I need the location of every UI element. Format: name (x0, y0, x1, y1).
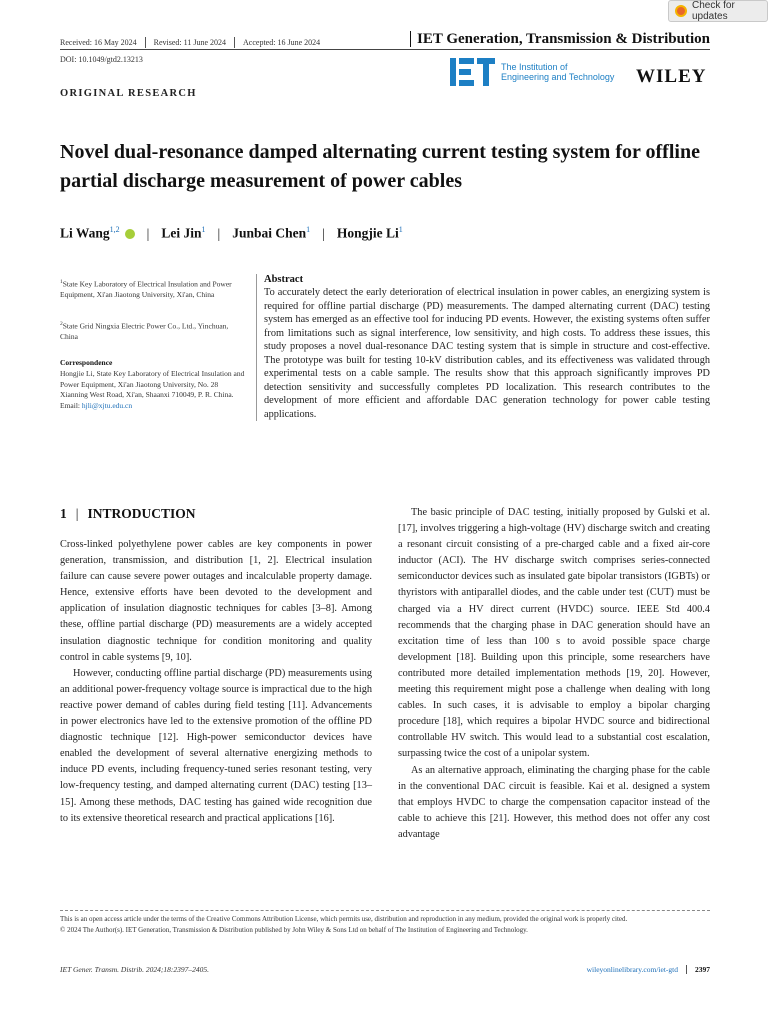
affiliation-2-number: 2 (60, 321, 63, 327)
license-text: This is an open access article under the terms of the Creative Commons Attribution License, which permits use, distribution and reproduction in any medium, provided the original work is properly cited. (60, 915, 628, 923)
affiliation-1-number: 1 (60, 279, 63, 285)
article-title: Novel dual-resonance damped alternating current testing system for offline partial discharge measurement of power cables (60, 141, 700, 192)
iet-institution-name (501, 62, 614, 82)
header-bar (60, 31, 710, 50)
author-separator: | (322, 225, 325, 241)
correspondence-email-line (60, 401, 245, 412)
wiley-logo[interactable]: WILEY (636, 66, 707, 87)
paragraph: However, conducting offline partial discharge (PD) measurements using an additional power-frequency voltage source is impractical due to the high reactive power demand of cables during field testing [11]. Advancements in power electronics have led to the extensive promotion of the offline PD diagnostic technique [12]. High-power semiconductor devices have enabled the development of several alternative energizing methods to induce PD events, including frequency-tuned series resonant testing, very low-frequency testing, and damped alternating current (DAC) testing [13–15]. Among these methods, DAC testing has gained wide recognition due to its extensive theoretical research and practical applications [16]. (60, 667, 372, 824)
footnote-divider (60, 910, 710, 911)
abstract (256, 274, 710, 421)
article-dates (60, 37, 336, 48)
footer-right (587, 965, 710, 974)
author[interactable]: Junbai Chen$^1$ (232, 225, 311, 241)
author-separator: | (146, 225, 150, 241)
abstract-text: To accurately detect the early deterioration of electrical insulation in power cables, an energizing system is required for offline partial discharge (PD) measurements. The damped alternating current (DAC) testing system has emerged as an effective tool for inducing PD events. However, the existing systems often suffer from limitations such as signal interference, low sensitivity, and high costs. To address these issues, this study proposes a novel dual-resonance DAC testing system that is simple in structure and cost-effective. The prototype was built for testing 10-kV distribution cables, and its effectiveness was validated through experimental tests on a cable sample. The results show that this approach significantly improves PD detection sensitivity and successfully completes PD localization. This research contributes to the development of more efficient and affordable DAC generation technology for power cable testing applications. (264, 287, 710, 420)
author[interactable]: Lei Jin$^1$ (161, 225, 206, 241)
copyright-text: © 2024 The Author(s). IET Generation, Transmission & Distribution published by John Wiley & Sons Ltd on behalf of The Institution of Engineering and Technology. (60, 926, 528, 934)
body-column-right (398, 505, 710, 843)
body-column-left (60, 537, 372, 827)
author[interactable]: Li Wang$^{1,2}$ (60, 225, 120, 241)
header-divider (60, 49, 710, 50)
paragraph: The basic principle of DAC testing, initially proposed by Gulski et al. [17], involves triggering a high-voltage (HV) discharge switch and creating a resonant circuit consisting of a pre-charged cable and a fixed air-core inductor (ACI). The HV discharge switch comprises series-connected semiconductor devices such as insulated gate bipolar transistors (IGBTs) or thyristors with antiparallel diodes, and the cable under test (CUT) must be charged via a HV direct current (HVDC) source. IEEE Std 400.4 recommends that the charging phase in DAC generation should have an excitation time of less than 100 s to avoid possible space charge development [18]. Building upon this principle, some researchers have contributed more detailed implementation methods [19, 20]. However, meeting this requirement might pose a challenge when dealing with long cables. In such cases, it is advisable to employ a bipolar charging procedure [18], which requires a bipolar HVDC source and bidirectional controllable HV switch. This would lead to a substantial cost escalation, surpassing twice the cost of a unipolar system. (398, 507, 710, 760)
author-list (60, 225, 403, 242)
accepted-date: Accepted: 16 June 2024 (243, 37, 321, 47)
author-separator: | (217, 225, 221, 241)
email-link[interactable]: hjli@xjtu.edu.cn (81, 401, 133, 411)
iet-logo[interactable] (450, 58, 614, 86)
article-type: ORIGINAL RESEARCH (60, 88, 197, 99)
page-number: 2397 (686, 965, 710, 974)
journal-name[interactable]: IET Generation, Transmission & Distribution (410, 31, 710, 47)
section-number: 1 (60, 506, 67, 521)
paragraph: As an alternative approach, eliminating the charging phase for the cable in the conventional DAC circuit is feasible. Kai et al. designed a system that employs HVDC to charge the compensation capacitor instead of the cable to achieve this [21]. However, this method does not offer any cost advantage (398, 764, 710, 840)
paragraph: Cross-linked polyethylene power cables are key components in power generation, transmission, and distribution [1, 2]. Electrical insulation failure can cause severe power outages and incalculable property damage. Hence, extensive efforts have been devoted to the development and application of insulation diagnostic techniques for cables [3–8]. Among these, offline partial discharge (PD) measurements are a widely accepted insulation diagnostic technique for condition monitoring and quality control in cable systems [9, 10]. (60, 539, 372, 663)
correspondence (60, 358, 245, 412)
orcid-icon[interactable] (125, 229, 135, 239)
author[interactable]: Hongjie Li$^1$ (336, 225, 403, 241)
check-for-updates-button[interactable] (668, 0, 768, 22)
check-updates-label: Check for updates (692, 0, 735, 22)
affiliation-2-text: State Grid Ningxia Electric Power Co., Ltd., Yinchuan, China (60, 321, 229, 342)
section-heading (60, 506, 195, 522)
iet-line-1: The Institution of (501, 62, 568, 72)
affiliation-1-text: State Key Laboratory of Electrical Insulation and Power Equipment, Xi'an Jiaotong University, Xi'an, China (60, 279, 232, 300)
received-date: Received: 16 May 2024 (60, 37, 146, 48)
doi[interactable]: DOI: 10.1049/gtd2.13213 (60, 55, 143, 64)
affiliation-2 (60, 319, 245, 343)
revised-date: Revised: 11 June 2024 (154, 37, 235, 48)
affiliation-1 (60, 277, 245, 301)
iet-line-2: Engineering and Technology (501, 72, 615, 82)
correspondence-text: Hongjie Li, State Key Laboratory of Electrical Insulation and Power Equipment, Xi'an Jiaotong University, No. 28 Xianning West Road, Xi'an, Shaanxi 710049, P. R. China. (60, 368, 245, 400)
correspondence-title: Correspondence (60, 358, 113, 367)
abstract-title: Abstract (264, 274, 304, 285)
citation: IET Gener. Transm. Distrib. 2024;18:2397–2405. (60, 965, 210, 974)
iet-mark-icon (450, 58, 495, 86)
check-updates-icon (675, 5, 687, 17)
license-footnote (60, 914, 710, 936)
section-title: INTRODUCTION (87, 506, 196, 521)
email-label: Email: (60, 401, 80, 411)
section-bar: | (75, 506, 79, 521)
journal-url-link[interactable]: wileyonlinelibrary.com/iet-gtd (586, 965, 678, 974)
